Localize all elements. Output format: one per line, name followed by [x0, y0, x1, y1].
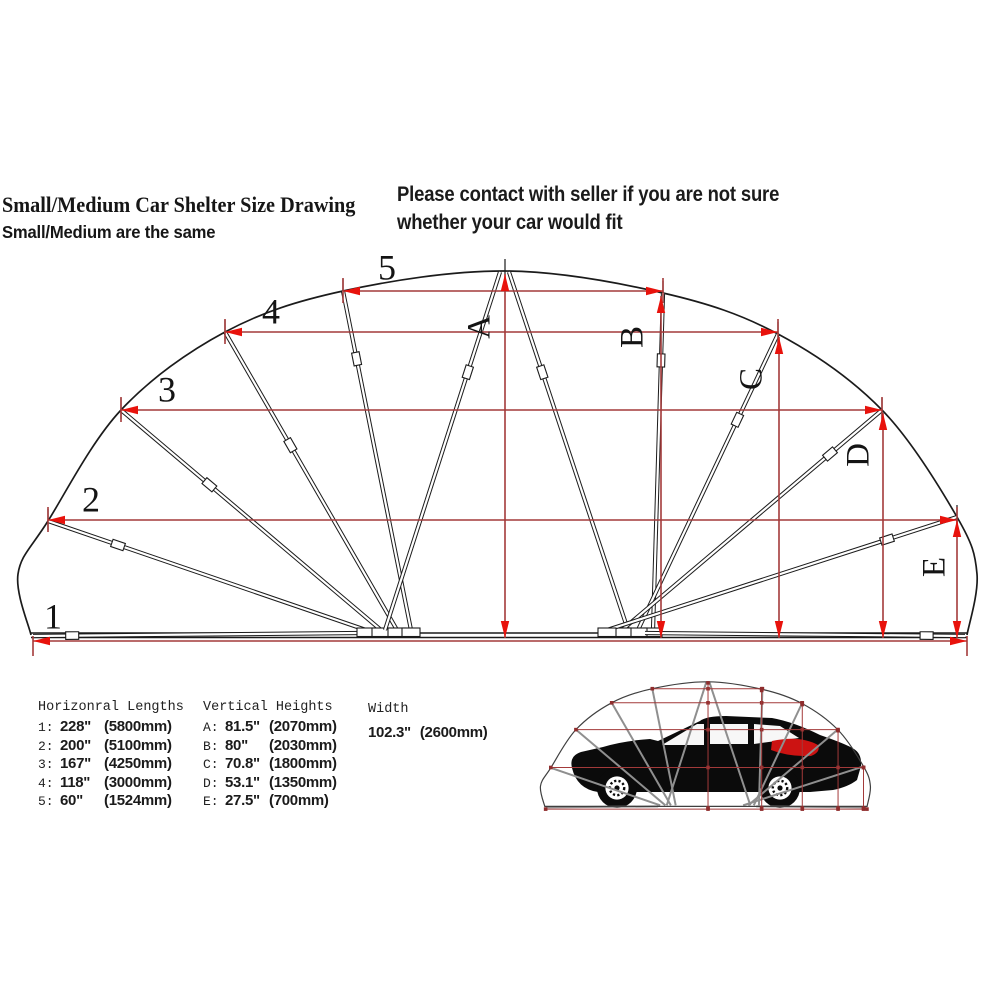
- table-cell: (2030mm): [269, 736, 337, 754]
- mini-grid-dot: [760, 806, 764, 810]
- mini-grid-dot: [650, 687, 654, 691]
- table-cell: (1800mm): [269, 755, 337, 772]
- rib-connector: [880, 534, 895, 545]
- car-wheel-hub: [777, 785, 782, 790]
- table-cell: 3:: [38, 757, 54, 772]
- table-cell: A:: [203, 720, 219, 735]
- mini-grid-dot: [836, 806, 840, 810]
- table-cell: 200": [60, 736, 91, 754]
- table-row: [203, 755, 337, 774]
- vertical-heights-table: [203, 700, 337, 811]
- horizontal-lengths-heading: Horizonral Lengths: [38, 700, 184, 715]
- mini-grid-dot: [865, 807, 869, 811]
- vertical-heights-rows: [203, 718, 337, 811]
- mini-grid-dot: [549, 766, 553, 770]
- vertical-heights-heading: Vertical Heights: [203, 700, 333, 715]
- rib-inner: [509, 272, 628, 630]
- mini-grid-dot: [706, 681, 710, 685]
- table-cell: 118": [60, 773, 91, 791]
- table-row: [38, 737, 184, 756]
- diagram-label-E: E: [916, 556, 953, 578]
- page-subtitle: Small/Medium are the same: [2, 222, 216, 242]
- mini-diagram: [540, 681, 870, 811]
- dimension-chord-1: [33, 636, 967, 656]
- table-cell: (700mm): [269, 792, 329, 809]
- width-heading: Width: [368, 702, 409, 717]
- table-cell: 4:: [38, 775, 54, 791]
- rib-connector: [920, 632, 933, 640]
- dimension-chord-2: [48, 507, 957, 532]
- dimension-arrow: [646, 287, 663, 295]
- dimension-arrow: [879, 413, 887, 430]
- table-cell: E:: [203, 794, 219, 809]
- title-block: [2, 192, 386, 243]
- diagram-label-A: A: [461, 315, 498, 339]
- diagram-label-4: 4: [262, 291, 280, 332]
- width-inches: 102.3": [368, 724, 411, 741]
- mini-grid-dot: [862, 806, 866, 810]
- dimension-chord-4: [225, 319, 778, 344]
- table-cell: 81.5": [225, 718, 260, 735]
- mini-grid-dot: [800, 703, 804, 707]
- width-note: [368, 702, 497, 741]
- mini-grid-dot: [836, 729, 840, 733]
- rib-connector: [111, 539, 126, 550]
- table-row: [38, 792, 184, 811]
- table-cell: 60": [60, 792, 83, 809]
- dimension-arrow: [501, 274, 509, 291]
- rib-connector: [66, 632, 79, 640]
- table-cell: 2:: [38, 738, 54, 754]
- diagram-label-1: 1: [44, 596, 62, 637]
- table-cell: 70.8": [225, 755, 260, 772]
- horizontal-lengths-table: [38, 700, 184, 811]
- rib-foot: [629, 628, 647, 637]
- rib-inner: [225, 332, 397, 630]
- table-cell: (1350mm): [269, 773, 337, 791]
- table-cell: 228": [60, 718, 91, 735]
- dimension-chord-3: [121, 397, 882, 422]
- car-window: [662, 724, 704, 745]
- table-cell: C:: [203, 757, 219, 772]
- seller-notice-line2: whether your car would fit: [397, 211, 623, 234]
- table-row: [203, 774, 337, 793]
- rib-foot: [598, 628, 616, 637]
- table-row: [38, 755, 184, 774]
- mini-grid-dot: [610, 701, 614, 705]
- table-row: [203, 718, 337, 737]
- table-row: [203, 737, 337, 756]
- table-cell: (5800mm): [104, 718, 172, 735]
- table-cell: 53.1": [225, 773, 260, 791]
- page-title: Small/Medium Car Shelter Size Drawing: [2, 192, 356, 217]
- diagram-label-5: 5: [378, 247, 396, 288]
- rib: [121, 410, 390, 637]
- rib: [343, 291, 420, 637]
- main-diagram: [18, 248, 978, 656]
- rib-connector: [537, 365, 548, 380]
- rib-inner: [607, 517, 957, 630]
- seller-notice-line1: Please contact with seller if you are not sure: [397, 183, 780, 206]
- rib-connector: [462, 365, 473, 380]
- table-cell: 167": [60, 755, 91, 772]
- rib-connector: [284, 438, 297, 453]
- seller-notice: [397, 183, 831, 235]
- table-cell: (5100mm): [104, 736, 172, 754]
- table-cell: (4250mm): [104, 755, 172, 772]
- rib-connector: [731, 412, 743, 427]
- mini-grid-dot: [706, 806, 710, 810]
- rib-connector: [352, 352, 362, 366]
- horizontal-lengths-rows: [38, 718, 184, 811]
- mini-grid-dot: [544, 807, 548, 811]
- mini-grid-dot: [760, 689, 764, 693]
- table-row: [203, 792, 337, 811]
- diagram-label-3: 3: [158, 369, 176, 410]
- table-cell: 27.5": [225, 792, 260, 809]
- diagram-label-B: B: [614, 325, 651, 349]
- table-cell: D:: [203, 775, 219, 791]
- table-cell: 5:: [38, 794, 54, 809]
- dimension-arrow: [501, 621, 509, 638]
- diagram-label-2: 2: [82, 479, 100, 520]
- table-row: [38, 718, 184, 737]
- mini-grid-dot: [800, 806, 804, 810]
- table-cell: B:: [203, 738, 219, 754]
- table-cell: (1524mm): [104, 792, 172, 809]
- table-cell: (2070mm): [269, 718, 337, 735]
- table-cell: 80": [225, 736, 248, 754]
- diagram-label-D: D: [840, 443, 877, 467]
- table-cell: 1:: [38, 720, 54, 735]
- mini-grid-dot: [574, 728, 578, 732]
- diagram-label-C: C: [733, 367, 770, 391]
- width-mm: (2600mm): [419, 724, 488, 741]
- table-cell: (3000mm): [104, 773, 172, 791]
- table-row: [38, 774, 184, 793]
- rib: [509, 272, 628, 630]
- rib: [48, 521, 375, 637]
- rib-foot: [402, 628, 420, 637]
- mini-grid-dot: [862, 766, 866, 770]
